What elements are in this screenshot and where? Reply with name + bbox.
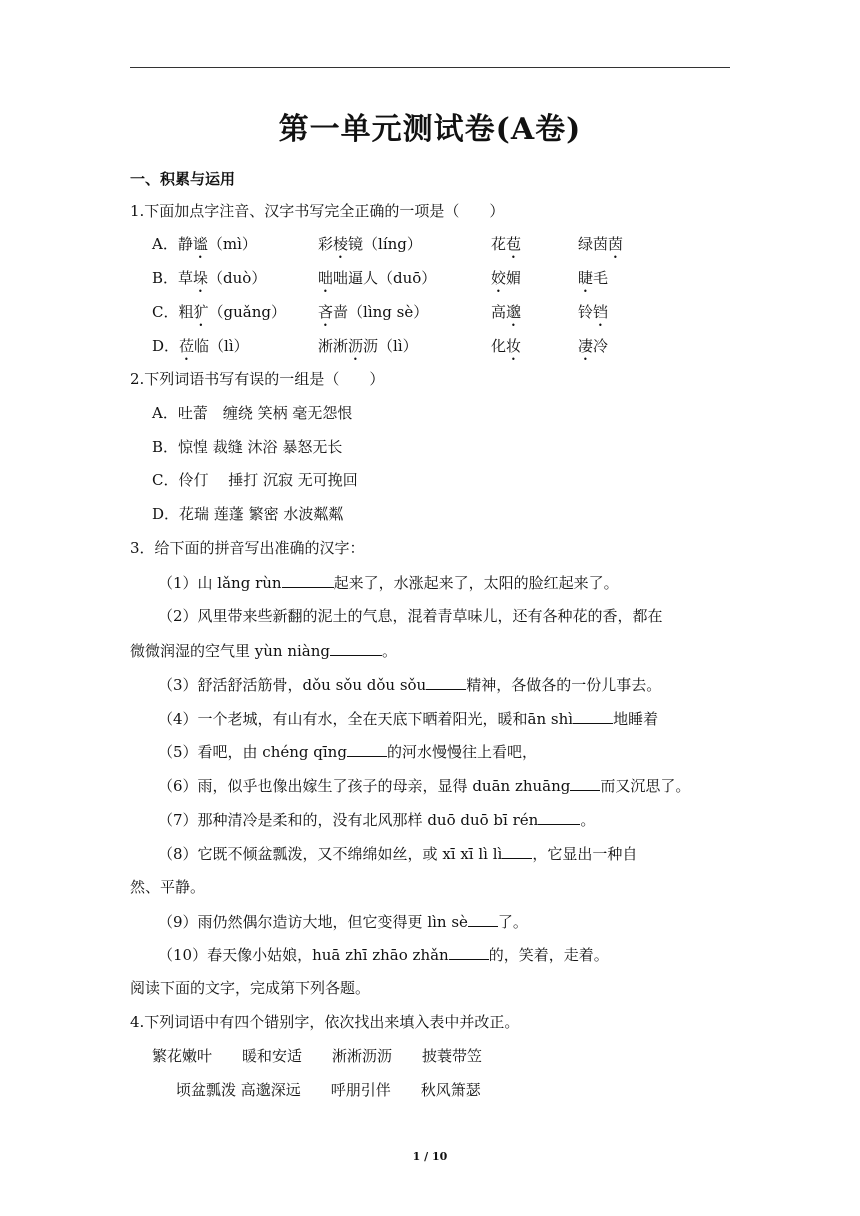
answer-blank[interactable]: [573, 708, 613, 724]
q3-item-6: （6）雨，似乎也像出嫁生了孩子的母亲，显得 duān zhuāng 而又沉思了。: [158, 777, 691, 795]
q3-stem: 3．给下面的拼音写出准确的汉字：: [130, 539, 365, 557]
dotted-char: 茵: [608, 235, 624, 253]
answer-blank[interactable]: [570, 775, 600, 791]
q3-item-8: （8）它既不倾盆瓢泼，又不绵绵如丝，或 xī xī lì lì ，它显出一种自: [158, 845, 638, 863]
option-word: A．静谧（mì）: [152, 235, 257, 253]
dotted-char: 凄: [578, 337, 594, 355]
option-word: 淅淅沥沥（lì）: [318, 337, 418, 355]
answer-blank[interactable]: [538, 809, 580, 825]
dotted-char: 邈: [506, 303, 522, 321]
q3-item-8-line2: 然、平静。: [130, 878, 206, 896]
dotted-char: 吝: [318, 303, 334, 321]
dotted-char: 垛: [193, 269, 209, 287]
q3-item-2-line1: （2）风里带来些新翻的泥土的气息，混着青草味儿，还有各种花的香，都在: [158, 607, 663, 625]
option-word: 吝啬（lìng sè）: [318, 303, 429, 321]
dotted-char: 棱: [333, 235, 349, 253]
q2-option-a: A．吐蕾 缠绕 笑柄 毫无怨恨: [152, 404, 353, 422]
option-word: 高邈: [491, 303, 522, 321]
option-word: 睫毛: [578, 269, 609, 287]
page-number: 1 / 10: [412, 1150, 448, 1163]
q4-stem: 4.下列词语中有四个错别字，依次找出来填入表中并改正。: [130, 1013, 520, 1031]
answer-blank[interactable]: [347, 741, 387, 757]
page-title: 第一单元测试卷(A卷): [278, 112, 582, 147]
option-word: 绿茵茵: [578, 235, 624, 253]
option-word: 彩棱镜（líng）: [318, 235, 422, 253]
option-word: 化妆: [491, 337, 522, 355]
q1-stem: 1.下面加点字注音、汉字书写完全正确的一项是（ ）: [130, 202, 505, 220]
option-word: 铃铛: [578, 303, 609, 321]
dotted-char: 莅: [179, 337, 195, 355]
option-word: 花苞: [491, 235, 522, 253]
reading-intro: 阅读下面的文字，完成第下列各题。: [130, 979, 371, 997]
q3-item-1: （1）山 lǎng rùn 起来了，水涨起来了，太阳的脸红起来了。: [158, 574, 619, 592]
dotted-char: 睫: [578, 269, 594, 287]
option-word: C．粗犷（guǎng）: [152, 303, 286, 321]
option-word: 姣媚: [491, 269, 522, 287]
option-word: 凄冷: [578, 337, 609, 355]
q3-item-10: （10）春天像小姑娘，huā zhī zhāo zhǎn 的，笑着，走着。: [158, 946, 609, 964]
answer-blank[interactable]: [468, 911, 498, 927]
dotted-char: 铛: [593, 303, 609, 321]
q2-option-b: B．惊惶 裁缝 沐浴 暴怒无长: [152, 438, 343, 456]
q4-word-row-1: 繁花嫩叶 暖和安适 淅淅沥沥 披蓑带笠: [152, 1047, 483, 1065]
option-word: 咄咄逼人（duō）: [318, 269, 437, 287]
q3-item-5: （5）看吧，由 chéng qīng 的河水慢慢往上看吧，: [158, 743, 537, 761]
answer-blank[interactable]: [426, 674, 466, 690]
q3-item-7: （7）那种清冷是柔和的，没有北风那样 duō duō bī rén 。: [158, 811, 596, 829]
answer-blank[interactable]: [330, 640, 382, 656]
answer-blank[interactable]: [282, 572, 334, 588]
q3-item-4: （4）一个老城，有山有水，全在天底下晒着阳光，暖和ān shì 地睡着: [158, 710, 659, 728]
header-rule: [130, 67, 730, 68]
dotted-char: 妆: [506, 337, 522, 355]
answer-blank[interactable]: [449, 944, 489, 960]
dotted-char: 谧: [192, 235, 208, 253]
q2-option-d: D．花瑞 莲蓬 繁密 水波粼粼: [152, 505, 344, 523]
option-word: D．莅临（lì）: [152, 337, 249, 355]
dotted-char: 咄: [318, 269, 334, 287]
answer-blank[interactable]: [502, 843, 532, 859]
q3-item-2-line2: 微微润湿的空气里 yùn niàng 。: [130, 642, 398, 660]
q3-item-3: （3）舒活舒活筋骨，dǒu sǒu dǒu sǒu 精神，各做各的一份儿事去。: [158, 676, 662, 694]
dotted-char: 苞: [506, 235, 522, 253]
q4-word-row-2: 顷盆瓢泼 高邈深远 呼朋引伴 秋风箫瑟: [176, 1081, 481, 1099]
section-heading: 一、积累与运用: [130, 170, 236, 188]
dotted-char: 犷: [193, 303, 209, 321]
q2-stem: 2.下列词语书写有误的一组是（ ）: [130, 370, 385, 388]
dotted-char: 沥: [348, 337, 364, 355]
option-word: B．草垛（duò）: [152, 269, 267, 287]
q3-item-9: （9）雨仍然偶尔造访大地，但它变得更 lìn sè 了。: [158, 913, 528, 931]
dotted-char: 姣: [491, 269, 507, 287]
q2-option-c: C．伶仃 捶打 沉寂 无可挽回: [152, 471, 358, 489]
